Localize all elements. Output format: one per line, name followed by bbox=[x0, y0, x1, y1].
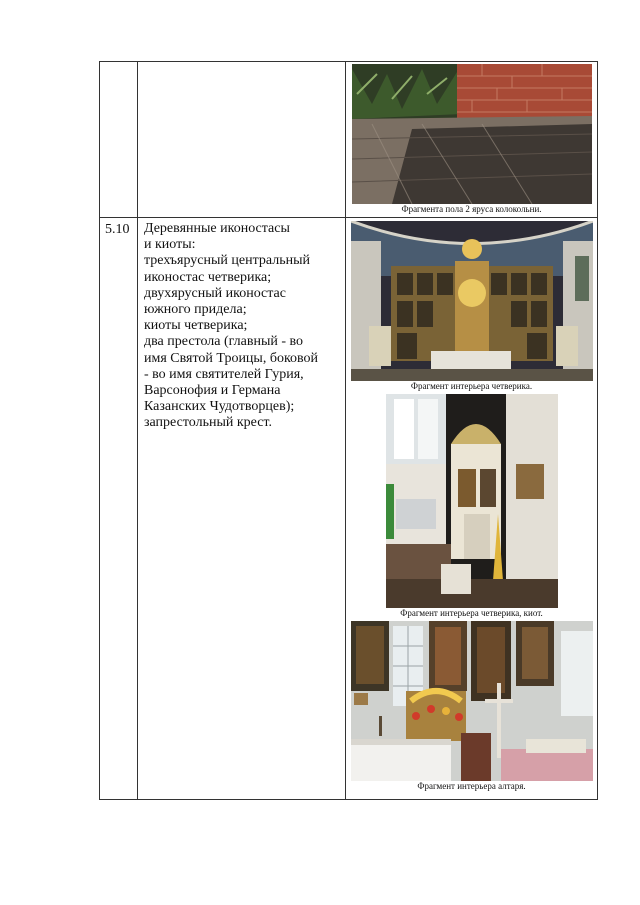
description-line: двухярусный иконостас bbox=[144, 285, 286, 301]
description-line: Казанских Чудотворцев); bbox=[144, 399, 295, 415]
description-line: Деревянные иконостасы bbox=[144, 221, 290, 236]
document-table bbox=[99, 61, 598, 800]
description-line: трехъярусный центральный bbox=[144, 253, 310, 269]
description-line: иконостас четверика; bbox=[144, 269, 272, 285]
description-line: два престола (главный - во bbox=[144, 334, 304, 350]
photo-caption: Фрагмента пола 2 яруса колокольни. bbox=[401, 204, 542, 214]
table-row bbox=[100, 62, 598, 218]
description-line: киоты четверика; bbox=[144, 318, 248, 334]
photo-altar-interior bbox=[351, 621, 593, 781]
description-line: имя Святой Троицы, боковой bbox=[144, 350, 319, 366]
table-row bbox=[100, 218, 598, 800]
description-line: южного придела; bbox=[144, 302, 247, 318]
description-line: запрестольный крест. bbox=[144, 415, 272, 431]
photo-caption: Фрагмент интерьера четверика. bbox=[410, 381, 533, 391]
item-number-cell bbox=[100, 62, 138, 218]
photos-cell bbox=[346, 62, 598, 218]
description-line: Варсонофия и Германа bbox=[144, 383, 281, 399]
photo-caption: Фрагмент интерьера четверика, киот. bbox=[400, 608, 543, 618]
description-cell bbox=[138, 218, 346, 800]
photo-caption: Фрагмент интерьера алтаря. bbox=[417, 781, 526, 791]
photos-cell bbox=[346, 218, 598, 800]
item-number-cell: 5.10 bbox=[100, 218, 138, 800]
description-line: - во имя святителей Гурия, bbox=[144, 366, 304, 382]
photo-kiot bbox=[386, 394, 558, 608]
description-line: и киоты: bbox=[144, 237, 196, 253]
photo-bell-tower-floor bbox=[352, 64, 592, 204]
photo-chetverik-interior bbox=[351, 221, 593, 381]
description-cell bbox=[138, 62, 346, 218]
